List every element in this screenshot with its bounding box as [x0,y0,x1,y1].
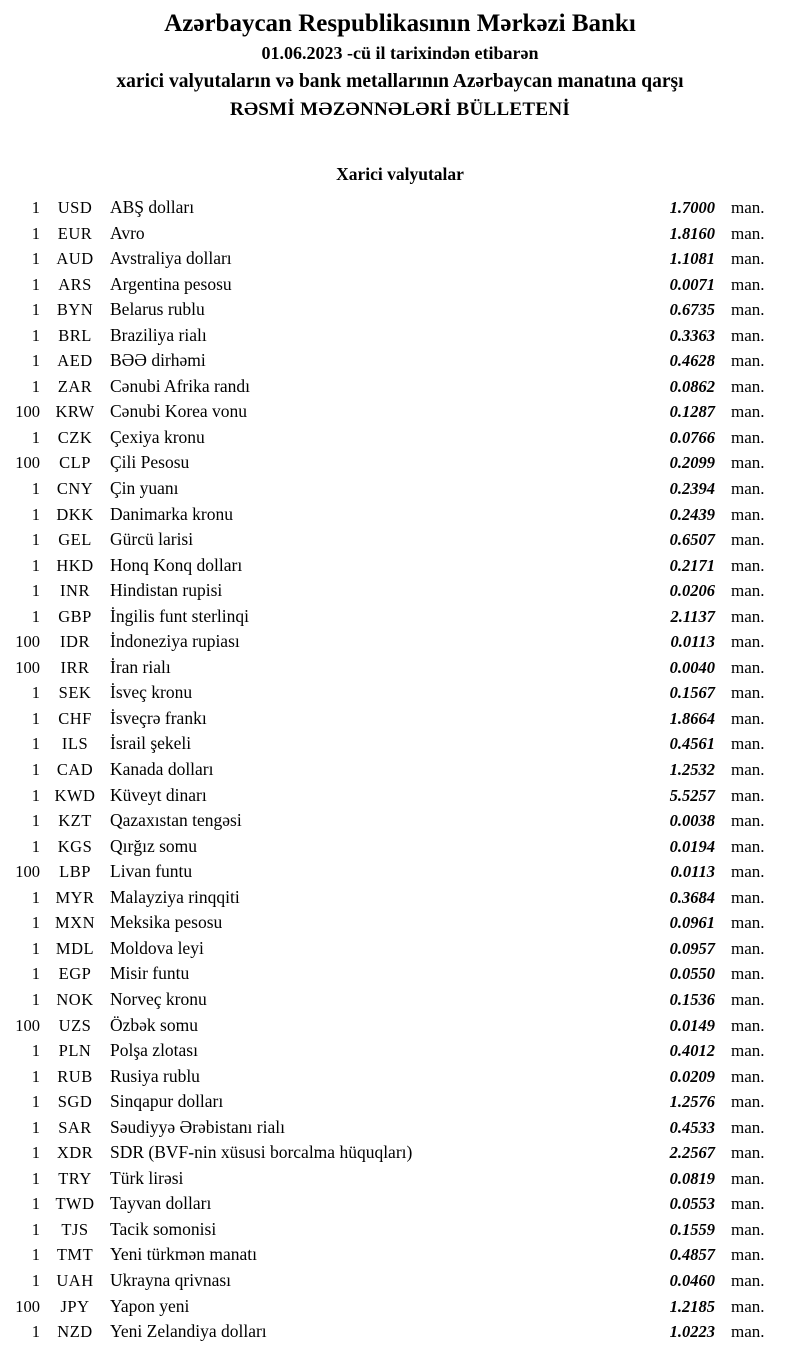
unit-label-cell: man. [731,453,765,473]
currency-name-cell: İran rialı [110,656,171,677]
table-row [0,450,800,476]
rate-cell: 0.0149 [669,1015,715,1035]
table-row [0,348,800,374]
unit-label-cell: man. [731,1092,765,1112]
unit-label-cell: man. [731,325,765,345]
rate-cell: 0.1287 [669,402,715,422]
quantity-cell: 1 [31,249,40,269]
currency-code-cell: EGP [58,964,92,984]
rate-cell: 0.0961 [669,913,715,933]
unit-label-cell: man. [731,836,765,856]
currency-name-cell: ABŞ dolları [110,197,195,217]
currency-code-cell: BRL [58,325,92,345]
currency-name-cell: Tacik somonisi [110,1218,217,1239]
quantity-cell: 1 [31,913,40,933]
unit-label-cell: man. [731,427,765,447]
currency-code-cell: RUB [57,1066,93,1086]
currency-name-cell: Meksika pesosu [110,912,223,933]
currency-code-cell: KWD [54,785,96,805]
currency-name-cell: SDR (BVF-nin xüsusi borcalma hüquqları) [110,1142,413,1163]
currency-code-cell: KZT [58,811,92,831]
unit-label-cell: man. [731,938,765,958]
currency-code-cell: IDR [60,632,90,652]
currency-code-cell: GEL [58,530,92,550]
unit-label-cell: man. [731,862,765,882]
currency-code-cell: PLN [58,1041,92,1061]
unit-label-cell: man. [731,785,765,805]
rate-cell: 2.2567 [669,1143,715,1163]
table-row [0,297,800,323]
quantity-cell: 1 [31,1092,40,1112]
rate-cell: 0.0460 [669,1270,715,1290]
section-title: Xarici valyutalar [336,164,464,184]
rate-cell: 0.4857 [669,1245,715,1265]
rate-cell: 0.2439 [669,504,715,524]
rate-cell: 5.5257 [669,785,715,805]
rate-cell: 0.4628 [669,351,715,371]
table-row [0,885,800,911]
rate-cell: 0.0553 [669,1194,715,1214]
quantity-cell: 1 [31,1245,40,1265]
quantity-cell: 1 [31,1194,40,1214]
unit-label-cell: man. [731,581,765,601]
table-row [0,195,800,221]
quantity-cell: 1 [31,376,40,396]
quantity-cell: 1 [31,887,40,907]
currency-name-cell: Argentina pesosu [110,273,232,294]
currency-name-cell: Gürcü larisi [110,529,194,550]
currency-code-cell: TRY [58,1168,92,1188]
unit-label-cell: man. [731,249,765,269]
table-row [0,1064,800,1090]
unit-label-cell: man. [731,223,765,243]
table-row [0,834,800,860]
currency-code-cell: SAR [58,1117,92,1137]
currency-name-cell: Avro [110,222,145,243]
currency-name-cell: Belarus rublu [110,299,205,320]
unit-label-cell: man. [731,1168,765,1188]
currency-name-cell: Cənubi Korea vonu [110,401,248,422]
currency-code-cell: CZK [57,427,93,447]
rate-cell: 1.2532 [669,760,715,780]
quantity-cell: 1 [31,683,40,703]
table-row [0,502,800,528]
table-row [0,961,800,987]
currency-name-cell: Yeni türkmən manatı [110,1244,257,1265]
unit-label-cell: man. [731,479,765,499]
quantity-cell: 1 [31,1322,40,1342]
quantity-cell: 1 [31,606,40,626]
unit-label-cell: man. [731,1194,765,1214]
unit-label-cell: man. [731,887,765,907]
currency-code-cell: UZS [58,1015,92,1035]
quantity-cell: 100 [15,1296,40,1316]
quantity-cell: 1 [31,836,40,856]
currency-name-cell: Honq Konq dolları [110,554,243,575]
quantity-cell: 1 [31,300,40,320]
currency-name-cell: Yapon yeni [110,1295,190,1316]
unit-label-cell: man. [731,1015,765,1035]
unit-label-cell: man. [731,708,765,728]
rates-table [0,195,800,1345]
quantity-cell: 100 [15,402,40,422]
quantity-cell: 1 [31,504,40,524]
currency-code-cell: IRR [60,657,90,677]
table-row [0,731,800,757]
currency-name-cell: Sinqapur dolları [110,1091,224,1112]
unit-label-cell: man. [731,555,765,575]
currency-code-cell: SEK [58,683,92,703]
currency-code-cell: MXN [54,913,95,933]
currency-name-cell: Kanada dolları [110,759,214,780]
currency-code-cell: TMT [56,1245,94,1265]
currency-code-cell: NZD [57,1322,93,1342]
currency-code-cell: CAD [56,760,94,780]
rate-cell: 0.3684 [669,887,715,907]
quantity-cell: 1 [31,1168,40,1188]
unit-label-cell: man. [731,1117,765,1137]
unit-label-cell: man. [731,1245,765,1265]
currency-name-cell: Livan funtu [110,861,193,882]
bulletin-title: RƏSMİ MƏZƏNNƏLƏRİ BÜLLETENİ [229,99,571,120]
currency-code-cell: ILS [61,734,89,754]
table-row [0,527,800,553]
table-row [0,476,800,502]
quantity-cell: 1 [31,964,40,984]
rate-cell: 0.0038 [669,811,715,831]
quantity-cell: 1 [31,760,40,780]
currency-name-cell: Qazaxıstan tengəsi [110,810,242,831]
currency-name-cell: Ukrayna qrivnası [110,1269,232,1290]
rate-cell: 0.2171 [669,555,715,575]
currency-name-cell: İsrail şekeli [110,733,192,754]
currency-name-cell: Qırğız somu [110,835,198,856]
unit-label-cell: man. [731,1143,765,1163]
currency-code-cell: TJS [61,1219,89,1239]
table-row [0,246,800,272]
unit-label-cell: man. [731,1219,765,1239]
table-row [0,425,800,451]
effective-date-line: 01.06.2023 -cü il tarixindən etibarən [261,43,539,63]
rate-cell: 1.2185 [669,1296,715,1316]
quantity-cell: 1 [31,734,40,754]
rate-cell: 0.0113 [670,862,715,882]
currency-name-cell: Küveyt dinarı [110,784,207,805]
currency-name-cell: Türk lirəsi [110,1167,184,1188]
rate-cell: 0.0194 [669,836,715,856]
rate-cell: 1.8160 [669,223,715,243]
quantity-cell: 1 [31,223,40,243]
currency-name-cell: Misir funtu [110,963,190,984]
table-row [0,655,800,681]
currency-code-cell: XDR [56,1143,94,1163]
currency-name-cell: Danimarka kronu [110,503,233,524]
bulletin-header [0,7,800,124]
currency-name-cell: BƏƏ dirhəmi [110,350,206,371]
unit-label-cell: man. [731,1270,765,1290]
currency-code-cell: CLP [59,453,91,473]
quantity-cell: 1 [31,427,40,447]
rate-cell: 0.4012 [669,1041,715,1061]
bank-title: Azərbaycan Respublikasının Mərkəzi Bankı [164,10,636,37]
currency-name-cell: Hindistan rupisi [110,580,223,601]
quantity-cell: 1 [31,1219,40,1239]
currency-name-cell: Avstraliya dolları [110,248,232,269]
currency-name-cell: Moldova leyi [110,937,204,958]
currency-code-cell: ARS [58,274,92,294]
currency-name-cell: Polşa zlotası [110,1040,198,1061]
rate-cell: 0.4561 [669,734,715,754]
table-row [0,1268,800,1294]
rate-cell: 0.0819 [669,1168,715,1188]
currency-code-cell: INR [60,581,90,601]
quantity-cell: 1 [31,785,40,805]
quantity-cell: 100 [15,862,40,882]
rate-cell: 0.3363 [669,325,715,345]
unit-label-cell: man. [731,376,765,396]
quantity-cell: 1 [31,1066,40,1086]
unit-label-cell: man. [731,198,765,217]
currency-code-cell: UAH [56,1270,94,1290]
table-row [0,323,800,349]
currency-code-cell: TWD [55,1194,95,1214]
quantity-cell: 100 [15,1015,40,1035]
currency-code-cell: DKK [56,504,94,524]
unit-label-cell: man. [731,760,765,780]
quantity-cell: 1 [31,274,40,294]
table-row [0,987,800,1013]
table-row [0,1166,800,1192]
rate-cell: 1.0223 [669,1322,715,1342]
quantity-cell: 1 [31,581,40,601]
currency-name-cell: Çexiya kronu [110,426,205,447]
currency-name-cell: Səudiyyə Ərəbistanı rialı [110,1116,285,1137]
rate-cell: 0.0206 [669,581,715,601]
table-row [0,1319,800,1345]
currency-code-cell: GBP [58,606,92,626]
quantity-cell: 100 [15,657,40,677]
currency-name-cell: İsveç kronu [110,682,193,703]
table-row [0,1115,800,1141]
table-row [0,1294,800,1320]
quantity-cell: 1 [31,351,40,371]
currency-name-cell: Braziliya rialı [110,324,207,345]
currency-code-cell: NOK [56,989,94,1009]
currency-code-cell: HKD [56,555,94,575]
rate-cell: 1.8664 [669,708,715,728]
unit-label-cell: man. [731,989,765,1009]
rate-cell: 0.0113 [670,632,715,652]
rate-cell: 0.0862 [669,376,715,396]
currency-name-cell: Norveç kronu [110,988,207,1009]
rate-cell: 0.6507 [669,530,715,550]
quantity-cell: 1 [31,811,40,831]
currency-name-cell: İsveçrə frankı [110,707,207,728]
currency-code-cell: ZAR [57,376,93,396]
table-row [0,808,800,834]
currency-code-cell: KRW [55,402,95,422]
unit-label-cell: man. [731,913,765,933]
currency-name-cell: Özbək somu [110,1014,198,1035]
currency-name-cell: Yeni Zelandiya dolları [110,1321,267,1342]
unit-label-cell: man. [731,811,765,831]
rate-cell: 0.4533 [669,1117,715,1137]
quantity-cell: 1 [31,1041,40,1061]
rate-cell: 0.0957 [669,938,715,958]
table-row [0,553,800,579]
table-row [0,1242,800,1268]
currency-name-cell: Tayvan dolları [110,1193,212,1214]
table-row [0,374,800,400]
quantity-cell: 1 [31,530,40,550]
quantity-cell: 1 [31,1143,40,1163]
rate-cell: 0.0550 [669,964,715,984]
rate-cell: 0.1559 [669,1219,715,1239]
rate-cell: 0.0040 [669,657,715,677]
rate-cell: 2.1137 [670,606,715,626]
rate-cell: 0.1567 [669,683,715,703]
table-row [0,1217,800,1243]
unit-label-cell: man. [731,1296,765,1316]
unit-label-cell: man. [731,402,765,422]
currency-code-cell: LBP [59,862,91,882]
currency-name-cell: İngilis funt sterlinqi [110,605,250,626]
currency-code-cell: KGS [57,836,93,856]
quantity-cell: 1 [31,325,40,345]
unit-label-cell: man. [731,657,765,677]
unit-label-cell: man. [731,632,765,652]
currency-name-cell: Çili Pesosu [110,452,190,473]
currency-code-cell: CNY [56,479,94,499]
currency-name-cell: Cənubi Afrika randı [110,375,250,396]
currency-code-cell: USD [57,198,93,217]
unit-label-cell: man. [731,1066,765,1086]
table-row [0,680,800,706]
subject-line: xarici valyutaların və bank metallarının Azərbaycan manatına qarşı [116,71,684,92]
currency-code-cell: CHF [58,708,92,728]
rate-cell: 0.0071 [669,274,715,294]
table-row [0,1089,800,1115]
table-row [0,910,800,936]
unit-label-cell: man. [731,504,765,524]
table-row [0,1038,800,1064]
currency-code-cell: MYR [55,887,95,907]
table-row [0,629,800,655]
currency-name-cell: Çin yuanı [110,478,179,499]
currency-name-cell: İndoneziya rupiası [110,631,240,652]
table-row [0,221,800,247]
table-row [0,272,800,298]
rate-cell: 1.1081 [669,249,715,269]
table-row [0,399,800,425]
unit-label-cell: man. [731,274,765,294]
quantity-cell: 1 [31,1270,40,1290]
currency-code-cell: SGD [57,1092,93,1112]
table-row [0,1013,800,1039]
table-row [0,706,800,732]
rate-cell: 1.2576 [669,1092,715,1112]
table-row [0,936,800,962]
unit-label-cell: man. [731,964,765,984]
currency-code-cell: EUR [57,223,93,243]
currency-code-cell: BYN [56,300,94,320]
unit-label-cell: man. [731,734,765,754]
currency-code-cell: AUD [56,249,94,269]
quantity-cell: 1 [31,938,40,958]
rate-cell: 1.7000 [669,198,715,217]
quantity-cell: 1 [31,555,40,575]
unit-label-cell: man. [731,1322,765,1342]
unit-label-cell: man. [731,683,765,703]
table-row [0,783,800,809]
rate-cell: 0.0766 [669,427,715,447]
rate-cell: 0.6735 [669,300,715,320]
rate-cell: 0.0209 [669,1066,715,1086]
unit-label-cell: man. [731,530,765,550]
currency-code-cell: AED [57,351,93,371]
quantity-cell: 1 [31,1117,40,1137]
quantity-cell: 1 [31,198,40,217]
currency-code-cell: JPY [60,1296,90,1316]
table-row [0,578,800,604]
rate-cell: 0.2394 [669,479,715,499]
table-row [0,859,800,885]
table-row [0,757,800,783]
table-row [0,604,800,630]
quantity-cell: 100 [15,453,40,473]
quantity-cell: 1 [31,479,40,499]
quantity-cell: 1 [31,989,40,1009]
unit-label-cell: man. [731,606,765,626]
unit-label-cell: man. [731,1041,765,1061]
unit-label-cell: man. [731,300,765,320]
table-row [0,1140,800,1166]
rate-cell: 0.1536 [669,989,715,1009]
quantity-cell: 100 [15,632,40,652]
currency-name-cell: Malayziya rinqqiti [110,886,240,907]
unit-label-cell: man. [731,351,765,371]
currency-name-cell: Rusiya rublu [110,1065,200,1086]
rate-cell: 0.2099 [669,453,715,473]
table-row [0,1191,800,1217]
currency-code-cell: MDL [55,938,95,958]
quantity-cell: 1 [31,708,40,728]
